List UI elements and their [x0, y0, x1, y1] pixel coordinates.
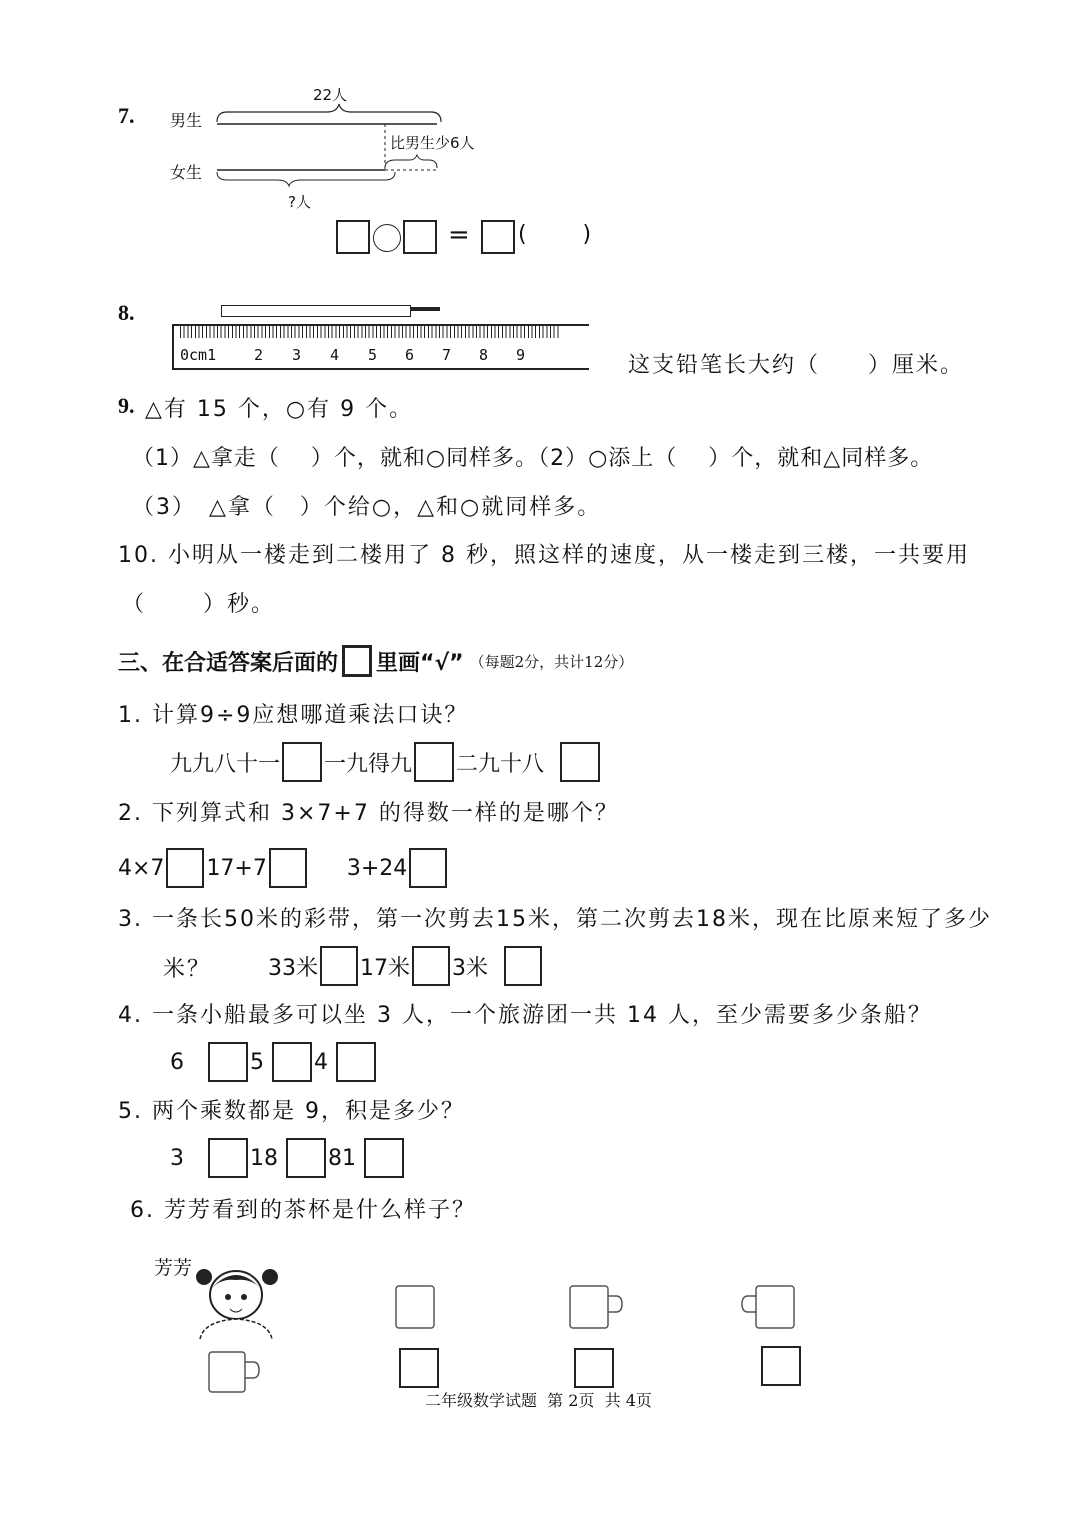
- section3-title-a: 三、在合适答案后面的: [118, 650, 339, 676]
- ruler-label: 8: [479, 346, 489, 364]
- answer-checkbox[interactable]: [320, 946, 358, 986]
- option-label: 3: [170, 1145, 184, 1171]
- pencil-image: [221, 305, 411, 317]
- q7-equals: =: [448, 220, 470, 250]
- option-label: 81: [328, 1145, 356, 1171]
- ruler-label: 2: [254, 346, 264, 364]
- sq2-options: [118, 848, 449, 888]
- pencil-tip: [410, 307, 440, 311]
- sq3-question-cont: 米？: [163, 957, 212, 982]
- q7-answer-box-1[interactable]: [336, 220, 370, 254]
- q7-answer-box-3[interactable]: [481, 220, 515, 254]
- option-label: 3+24: [346, 855, 408, 881]
- ruler-image: [172, 324, 589, 370]
- sq1-question: 1. 计算9÷9应想哪道乘法口诀？: [118, 703, 469, 728]
- option-label: 17+7: [206, 855, 267, 881]
- mug-handle-right-option-icon: [566, 1282, 628, 1332]
- ruler-label: 4: [330, 346, 340, 364]
- ruler-label: 9: [516, 346, 526, 364]
- section3-heading: [118, 645, 633, 677]
- answer-checkbox[interactable]: [286, 1138, 326, 1178]
- answer-checkbox[interactable]: [414, 742, 454, 782]
- option-label: 4×7: [118, 855, 165, 881]
- sq6-question: 6. 芳芳看到的茶杯是什么样子？: [130, 1198, 476, 1223]
- option-label: 17米: [360, 955, 410, 981]
- q9-parts-1-2: （1）△拿走（ ）个，就和○同样多。（2）○添上（ ）个，就和△同样多。: [132, 446, 934, 471]
- ruler-label: 0cm1: [180, 346, 217, 364]
- answer-checkbox[interactable]: [364, 1138, 404, 1178]
- q9-part-3: （3） △拿（ ）个给○，△和○就同样多。: [132, 495, 602, 520]
- girl-illustration-icon: [192, 1255, 282, 1340]
- sq4-options: [170, 1042, 378, 1082]
- ruler-label: 3: [292, 346, 302, 364]
- answer-checkbox[interactable]: [504, 946, 542, 986]
- option-label: 5: [250, 1049, 264, 1075]
- q9-number: 9.: [118, 393, 135, 418]
- q7-number: 7.: [118, 103, 135, 128]
- sq5-options: [170, 1138, 406, 1178]
- answer-checkbox[interactable]: [269, 848, 307, 888]
- q9-statement: △有 15 个，○有 9 个。: [145, 397, 414, 422]
- sq1-options: [170, 742, 602, 782]
- q7-boys-label: 男生: [170, 111, 203, 130]
- q7-line-diagram: [210, 100, 450, 195]
- section3-title-b: 里画“√”: [376, 650, 464, 676]
- section3-note: （每题2分，共计12分）: [469, 652, 634, 671]
- answer-checkbox[interactable]: [208, 1042, 248, 1082]
- answer-checkbox[interactable]: [208, 1138, 248, 1178]
- q7-unknown-label: ?人: [288, 193, 311, 211]
- q10-question: 10. 小明从一楼走到二楼用了 8 秒，照这样的速度，从一楼走到三楼，一共要用: [118, 543, 970, 568]
- answer-checkbox[interactable]: [574, 1348, 614, 1388]
- q7-answer-box-2[interactable]: [403, 220, 437, 254]
- q7-total-label: 22人: [313, 86, 348, 104]
- ruler-label: 5: [368, 346, 378, 364]
- mug-no-handle-icon: [392, 1282, 442, 1332]
- checkbox-symbol: [342, 645, 372, 677]
- sq4-question: 4. 一条小船最多可以坐 3 人，一个旅游团一共 14 人，至少需要多少条船？: [118, 1003, 932, 1028]
- option-label: 33米: [268, 955, 318, 981]
- sq3-options: [268, 946, 544, 986]
- answer-checkbox[interactable]: [409, 848, 447, 888]
- ruler-label: 7: [442, 346, 452, 364]
- q7-diff-label: 比男生少6人: [390, 134, 475, 152]
- q10-answer: （ ）秒。: [122, 592, 275, 617]
- option-label: 一九得九: [324, 751, 413, 777]
- answer-checkbox[interactable]: [282, 742, 322, 782]
- answer-checkbox[interactable]: [272, 1042, 312, 1082]
- sq5-question: 5. 两个乘数都是 9，积是多少？: [118, 1099, 465, 1124]
- sq2-question: 2. 下列算式和 3×7+7 的得数一样的是哪个？: [118, 801, 619, 826]
- option-label: 3米: [452, 955, 488, 981]
- ruler-label: 6: [405, 346, 415, 364]
- q7-operator-circle[interactable]: [373, 224, 401, 252]
- option-label: 4: [314, 1049, 328, 1075]
- fangfang-label: 芳芳: [154, 1257, 193, 1279]
- option-label: 二九十八: [456, 751, 545, 777]
- answer-checkbox[interactable]: [412, 946, 450, 986]
- answer-checkbox[interactable]: [560, 742, 600, 782]
- option-label: 18: [250, 1145, 278, 1171]
- sq3-question: 3. 一条长50米的彩带，第一次剪去15米，第二次剪去18米，现在比原来短了多少: [118, 907, 992, 932]
- option-label: 九九八十一: [170, 751, 281, 777]
- option-label: 6: [170, 1049, 184, 1075]
- mug-handle-left-icon: [738, 1282, 800, 1332]
- q7-girls-label: 女生: [170, 163, 203, 182]
- answer-checkbox[interactable]: [399, 1348, 439, 1388]
- q8-question: 这支铅笔长大约（ ）厘米。: [628, 353, 965, 378]
- answer-checkbox[interactable]: [761, 1346, 801, 1386]
- answer-checkbox[interactable]: [336, 1042, 376, 1082]
- mug-handle-right-icon: [205, 1348, 265, 1396]
- q8-number: 8.: [118, 300, 135, 325]
- page-footer: 二年级数学试题 第 2页 共 4页: [425, 1391, 652, 1410]
- answer-checkbox[interactable]: [166, 848, 204, 888]
- q7-unit-paren[interactable]: ( ): [518, 222, 592, 247]
